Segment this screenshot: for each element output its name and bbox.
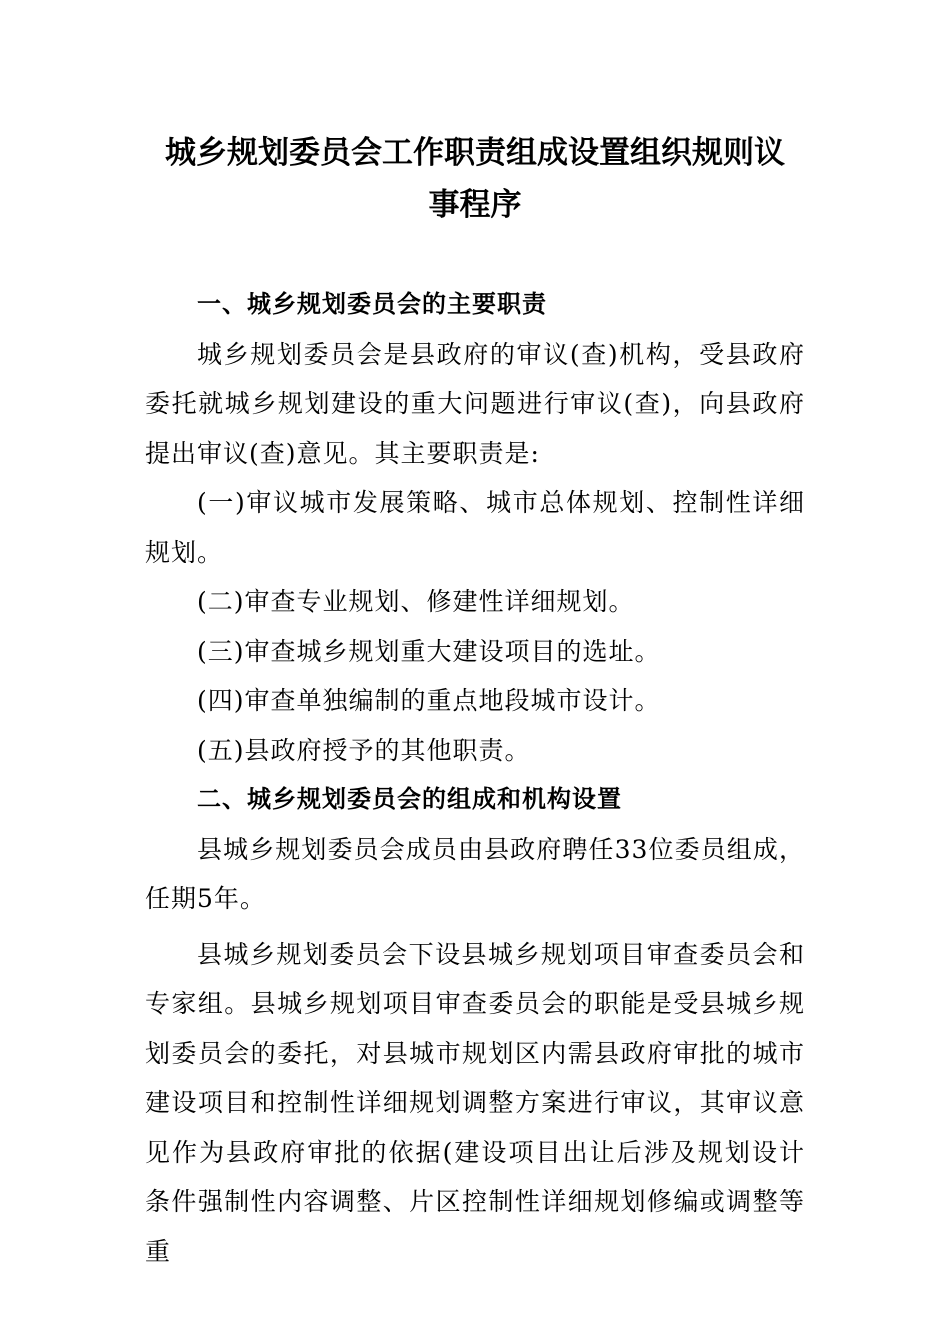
section-1-item-4: (四)审查单独编制的重点地段城市设计。: [197, 686, 661, 715]
document-title-line-2: 事程序: [428, 187, 522, 223]
section-2-heading: 二、城乡规划委员会的组成和机构设置: [197, 785, 622, 813]
document-body: [145, 280, 805, 1276]
section-1-heading: 一、城乡规划委员会的主要职责: [197, 290, 547, 318]
section-1-item-1: (一)审议城市发展策略、城市总体规划、控制性详细规划。: [145, 488, 805, 567]
section-2-paragraph-1: 县城乡规划委员会成员由县政府聘任33位委员组成，任期5年。: [145, 834, 805, 913]
section-1-item-3: (三)审查城乡规划重大建设项目的选址。: [197, 636, 661, 666]
document-title-line-1: 城乡规划委员会工作职责组成设置组织规则议: [165, 135, 785, 171]
section-1-item-5: (五)县政府授予的其他职责。: [197, 735, 531, 765]
section-1-item-2: (二)审查专业规划、修建性详细规划。: [197, 587, 635, 616]
section-2-paragraph-2: 县城乡规划委员会下设县城乡规划项目审查委员会和专家组。县城乡规划项目审查委员会的职能是受县城乡规划委员会的委托，对县城市规划区内需县政府审批的城市建设项目和控制性详细规划调整方案进行审议，其审议意见作为县政府审批的依据(建设项目出让后涉及规划设计条件强制性内容调整、片区控制性详细规划修编或调整等重: [145, 939, 805, 1266]
section-1-intro: 城乡规划委员会是县政府的审议(查)机构，受县政府委托就城乡规划建设的重大问题进行审议(查)，向县政府提出审议(查)意见。其主要职责是:: [145, 339, 805, 468]
